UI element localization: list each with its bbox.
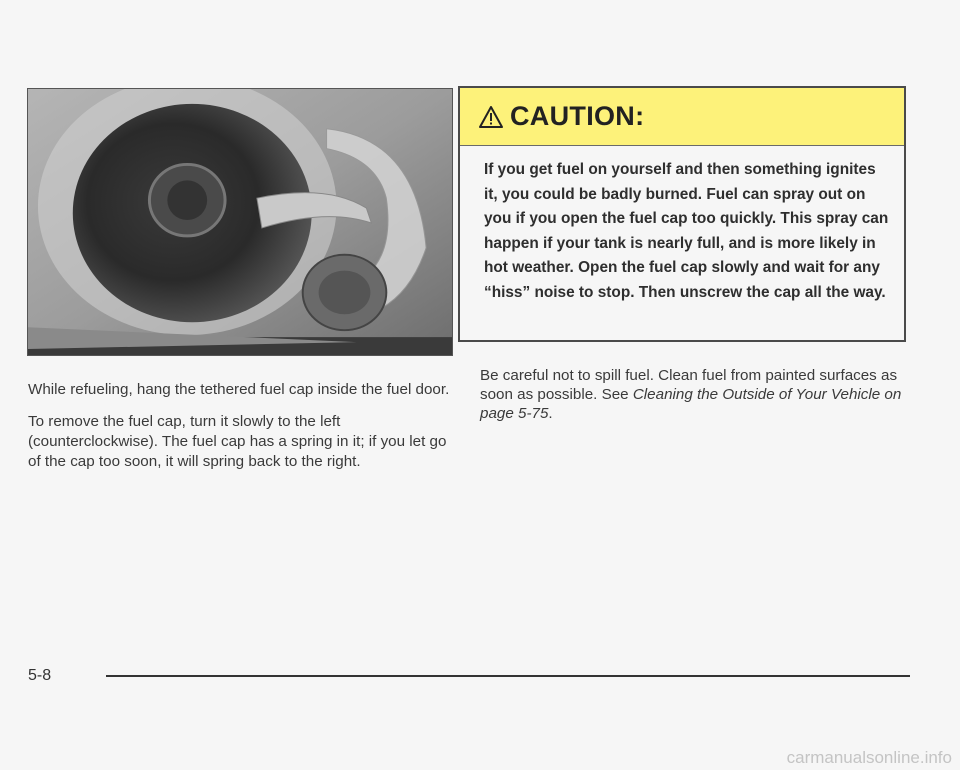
caution-header (460, 88, 904, 146)
watermark: carmanualsonline.info (786, 748, 952, 767)
fuel-door-photo (27, 88, 453, 356)
footer-divider (106, 675, 910, 677)
caution-body: If you get fuel on yourself and then something ignites it, you could be badly burned. Fuel can spray out on you if you open the fuel cap too quickly. This spray can happen if your tank is nearly full, and is more likely in hot weather. Open the fuel cap slowly and wait for any “hiss” noise to stop. Then unscrew the cap all the way. (484, 161, 889, 301)
spill-paragraph (480, 366, 910, 423)
warning-triangle-icon (478, 105, 504, 129)
left-column (28, 380, 458, 484)
page-number: 5-8 (28, 667, 52, 684)
remove-cap-paragraph: To remove the fuel cap, turn it slowly to the left (counterclockwise). The fuel cap has a spring in it; if you let go of the cap too soon, it will spring back to the right. (28, 413, 447, 470)
right-column (480, 366, 910, 423)
caution-title: CAUTION: (510, 101, 645, 131)
spill-text: Be careful not to spill fuel. Clean fuel from painted surfaces as soon as possible. See (480, 367, 898, 403)
spill-text-end: . (548, 405, 553, 422)
refueling-paragraph: While refueling, hang the tethered fuel cap inside the fuel door. (28, 381, 450, 398)
caution-box (458, 86, 906, 342)
cleaning-reference: Cleaning the Outside of Your Vehicle on page 5-75 (480, 386, 902, 422)
